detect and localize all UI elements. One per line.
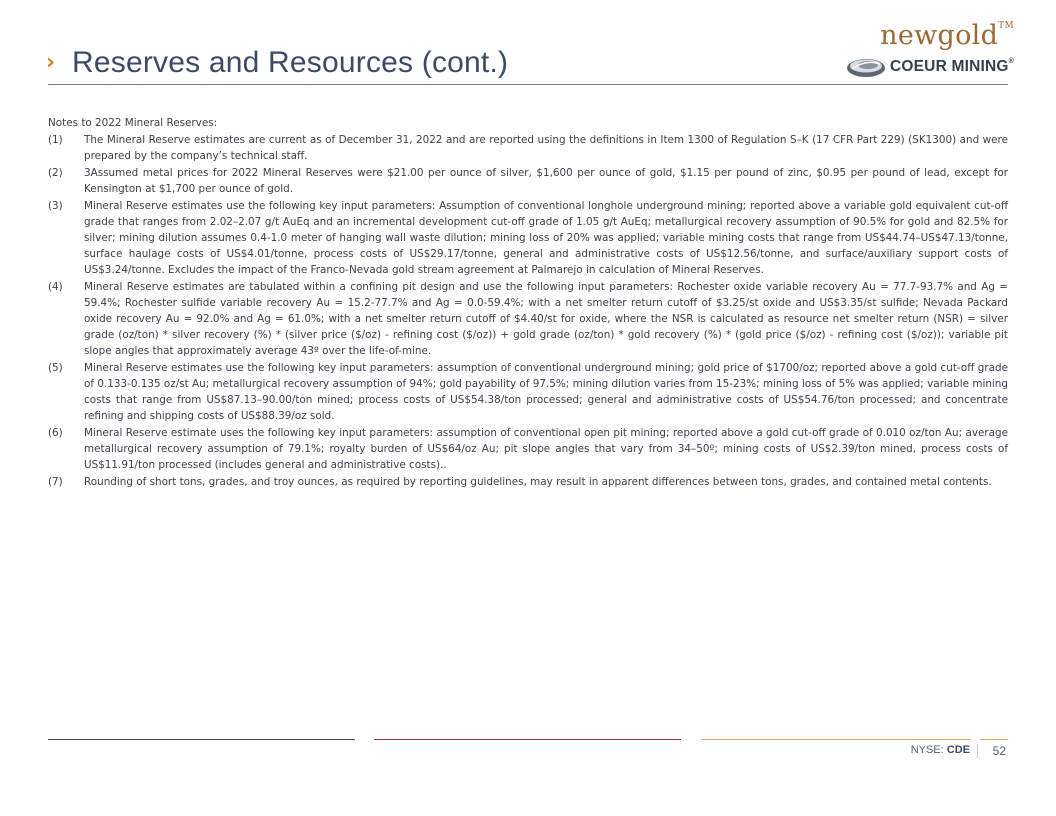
- note-item: [48, 165, 1008, 197]
- newgold-tm: TM: [998, 21, 1014, 31]
- note-item: [48, 279, 1008, 359]
- note-text: The Mineral Reserve estimates are current as of December 31, 2022 and are reported using the definitions in Item 1300 of Regulation S–K (17 CFR Part 229) (SK1300) and were prepared by the company’s technical staff.: [84, 134, 1008, 162]
- page-number: 52: [992, 744, 1006, 758]
- note-number: (1): [48, 134, 63, 146]
- footer-divider-red: [374, 739, 681, 740]
- coeur-mining-logo: [846, 55, 1014, 79]
- note-number: (6): [48, 427, 63, 439]
- exchange-label: NYSE:: [910, 744, 944, 756]
- newgold-logo-text: newgold: [880, 20, 999, 51]
- title-divider: [48, 84, 1008, 85]
- note-item: [48, 474, 1008, 490]
- notes-heading: Notes to 2022 Mineral Reserves:: [48, 117, 218, 129]
- note-number: (4): [48, 281, 63, 293]
- newgold-logo: [880, 20, 1014, 51]
- note-number: (5): [48, 362, 63, 374]
- note-text: Mineral Reserve estimates use the following key input parameters: assumption of conventional underground mining; gold price of $1700/oz; reported above a gold cut-off grade of 0.133-0.135 oz/st Au; metallurgical recovery assumption of 94%; gold payability of 97.5%; mining dilution varies from 15-23%; mining loss of 5% was applied; variable mining costs that range from US$87.13–90.00/ton mined; process costs of US$54.38/ton processed; general and administrative costs of US$54.76/ton processed; and concentrate refining and shipping costs of US$88.39/oz sold.: [84, 362, 1008, 422]
- note-number: (7): [48, 476, 63, 488]
- footer-separator: [977, 744, 978, 758]
- note-item: [48, 360, 1008, 424]
- note-number: (2): [48, 167, 63, 179]
- note-item: [48, 198, 1008, 278]
- note-item: [48, 132, 1008, 164]
- note-text: Mineral Reserve estimate uses the following key input parameters: assumption of conventional open pit mining; reported above a gold cut-off grade of 0.010 oz/ton Au; average metallurgical recovery assumption of 79.1%; royalty burden of US$64/oz Au; pit slope angles that vary from 34–50º; mining costs of US$2.39/ton mined, process costs of US$11.91/ton processed (includes general and administrative costs)..: [84, 427, 1008, 471]
- note-text: 3Assumed metal prices for 2022 Mineral Reserves were $21.00 per ounce of silver, $1,600 per ounce of gold, $1.15 per pound of zinc, $0.95 per pound of lead, except for Kensington at $1,700 per ounce of gold.: [84, 167, 1008, 195]
- note-text: Mineral Reserve estimates use the following key input parameters: Assumption of conventional longhole underground mining; reported above a variable gold equivalent cut-off grade that ranges from 2.02–2.07 g/t AuEq and an incremental development cut-off grade of 1.05 g/t AuEq; metallurgical recovery assumption of 90.5% for gold and 82.5% for silver; mining dilution assumes 0.4-1.0 meter of hanging wall waste dilution; mining loss of 20% was applied; variable mining costs that range from US$44.74–US$47.13/tonne, surface haulage costs of US$4.01/tonne, process costs of US$29.17/tonne, general and administrative costs of US$12.56/tonne, and surface/auxiliary support costs of US$3.24/tonne. Excludes the impact of the Franco-Nevada gold stream agreement at Palmarejo in calculation of Mineral Reserves.: [84, 200, 1008, 276]
- note-text: Mineral Reserve estimates are tabulated within a confining pit design and use the following input parameters: Rochester oxide variable recovery Au = 77.7-93.7% and Ag = 59.4%; Rochester sulfide variable recovery Au = 15.2-77.7% and Ag = 0.0-59.4%; with a net smelter return cutoff of $3.25/st oxide and US$3.35/st sulfide; Nevada Packard oxide recovery Au = 92.0% and Ag = 61.0%; with a net smelter return cutoff of $4.40/st for oxide, where the NSR is calculated as resource net smelter return (NSR) = silver grade (oz/ton) * silver recovery (%) * (silver price ($/oz) - refining cost ($/oz)) + gold grade (oz/ton) * gold recovery (%) * (gold price ($/oz) - refining cost ($/oz)); variable pit slope angles that approximately average 43º over the life-of-mine.: [84, 281, 1008, 357]
- footer-divider-gold-short: [980, 739, 1008, 740]
- page-title: Reserves and Resources (cont.): [72, 46, 509, 79]
- coeur-mark-icon: [846, 55, 886, 79]
- coeur-logo-text: COEUR MINING: [889, 58, 1009, 75]
- footer-divider-gold: [701, 739, 971, 740]
- chevron-right-icon: ›: [46, 50, 56, 75]
- coeur-reg: ®: [1008, 58, 1014, 65]
- footer-ticker: [911, 744, 970, 756]
- footer-divider-navy: [48, 739, 355, 740]
- note-number: (3): [48, 200, 63, 212]
- note-item: [48, 425, 1008, 473]
- note-text: Rounding of short tons, grades, and troy ounces, as required by reporting guidelines, may result in apparent differences between tons, grades, and contained metal contents.: [84, 476, 992, 488]
- coeur-logo-label: [890, 58, 1014, 76]
- notes-section: [48, 115, 1008, 491]
- ticker-symbol: CDE: [946, 744, 970, 756]
